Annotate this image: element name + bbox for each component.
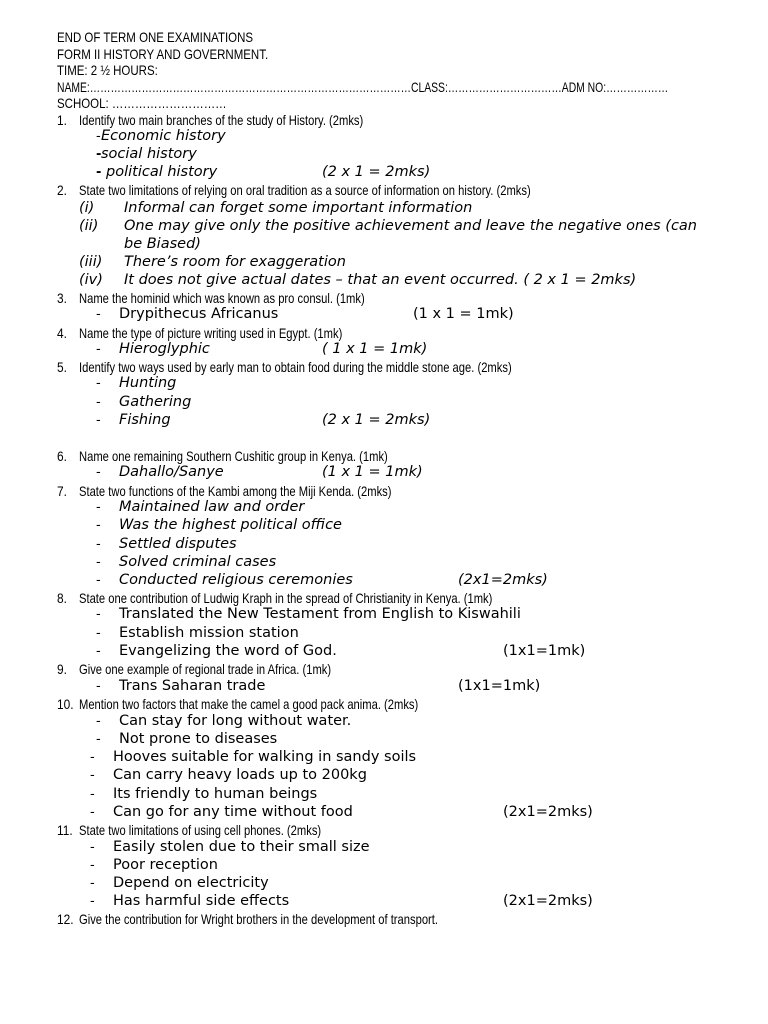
question-text: State one contribution of Ludwig Kraph in the spread of Christianity in Kenya. (1mk): [79, 590, 493, 606]
answer-text: Gathering: [119, 394, 192, 410]
question-number: 5.: [57, 359, 67, 375]
question-number: 7.: [57, 483, 67, 499]
answer-bullet: -: [96, 165, 102, 180]
answer-bullet: -: [96, 500, 101, 515]
answer-bullet: -: [96, 147, 102, 162]
answer-text: It does not give actual dates – that an event occurred. ( 2 x 1 = 2mks): [124, 272, 637, 288]
question-number: 11.: [57, 822, 73, 838]
question-number: 1.: [57, 112, 67, 128]
answer-bullet: -: [96, 537, 101, 552]
question-number: 2.: [57, 182, 67, 198]
answer-bullet: -: [90, 787, 95, 802]
answer-bullet: -: [96, 376, 101, 391]
answer-text: Not prone to diseases: [119, 731, 278, 747]
marks-allocation: ( 1 x 1 = 1mk): [322, 341, 428, 357]
answer-bullet: -: [96, 607, 101, 622]
marks-allocation: (2 x 1 = 2mks): [322, 164, 431, 180]
answer-text: Depend on electricity: [113, 875, 269, 891]
answer-bullet: -: [90, 858, 95, 873]
question-number: 10.: [57, 696, 74, 712]
answer-text: Establish mission station: [119, 625, 299, 641]
answer-text: Settled disputes: [119, 536, 237, 552]
answer-bullet: -: [96, 555, 101, 570]
answer-bullet: -: [90, 876, 95, 891]
question-text: State two functions of the Kambi among the Miji Kenda. (2mks): [79, 483, 392, 499]
answer-numeral: (iv): [79, 272, 103, 288]
answer-bullet: -: [96, 395, 101, 410]
answer-text: Easily stolen due to their small size: [113, 839, 370, 855]
question-text: State two limitations of relying on oral tradition as a source of information on history. (2mks): [79, 182, 531, 198]
answer-text: Can go for any time without food: [113, 804, 353, 820]
question-text: Mention two factors that make the camel a good pack anima. (2mks): [79, 696, 419, 712]
answer-text: Economic history: [101, 128, 226, 144]
question-text: Name one remaining Southern Cushitic group in Kenya. (1mk): [79, 448, 388, 464]
question-text: Identify two ways used by early man to obtain food during the middle stone age. (2mks): [79, 359, 512, 375]
answer-bullet: -: [96, 644, 101, 659]
marks-allocation: (2x1=2mks): [458, 572, 548, 588]
answer-bullet: -: [96, 129, 101, 144]
exam-title: END OF TERM ONE EXAMINATIONS: [57, 29, 254, 45]
question-number: 9.: [57, 661, 67, 677]
school-line: SCHOOL: …………………………: [57, 95, 227, 111]
answer-bullet: -: [90, 768, 95, 783]
answer-text: Translated the New Testament from English to Kiswahili: [119, 606, 521, 622]
answer-text: social history: [101, 146, 197, 162]
answer-text: Poor reception: [113, 857, 218, 873]
answer-bullet: -: [96, 732, 101, 747]
marks-allocation: (2x1=2mks): [503, 804, 593, 820]
marks-allocation: (2x1=2mks): [503, 893, 593, 909]
answer-bullet: -: [96, 342, 101, 357]
answer-text: Its friendly to human beings: [113, 786, 318, 802]
answer-bullet: -: [90, 894, 95, 909]
answer-text: Evangelizing the word of God.: [119, 643, 337, 659]
answer-text-continued: be Biased): [124, 236, 201, 252]
question-text: State two limitations of using cell phones. (2mks): [79, 822, 322, 838]
question-text: Give the contribution for Wright brothers in the development of transport.: [79, 911, 439, 927]
answer-text: Trans Saharan trade: [119, 678, 266, 694]
answer-text: Solved criminal cases: [119, 554, 277, 570]
question-text: Identify two main branches of the study of History. (2mks): [79, 112, 364, 128]
answer-text: Can stay for long without water.: [119, 713, 352, 729]
question-number: 3.: [57, 290, 67, 306]
question-number: 6.: [57, 448, 67, 464]
marks-allocation: (1x1=1mk): [458, 678, 541, 694]
answer-bullet: -: [90, 750, 95, 765]
question-text: Name the type of picture writing used in Egypt. (1mk): [79, 325, 343, 341]
answer-bullet: -: [96, 573, 101, 588]
answer-text: Maintained law and order: [119, 499, 305, 515]
answer-text: There’s room for exaggeration: [124, 254, 346, 270]
answer-text: Hieroglyphic: [119, 341, 210, 357]
exam-time: TIME: 2 ½ HOURS:: [57, 62, 158, 78]
answer-bullet: -: [96, 518, 101, 533]
exam-subject: FORM II HISTORY AND GOVERNMENT.: [57, 46, 269, 62]
answer-text: Drypithecus Africanus: [119, 306, 279, 322]
answer-bullet: -: [96, 465, 101, 480]
marks-allocation: (1 x 1 = 1mk): [413, 306, 514, 322]
answer-text: Hooves suitable for walking in sandy soils: [113, 749, 417, 765]
answer-bullet: -: [90, 805, 95, 820]
answer-text: Can carry heavy loads up to 200kg: [113, 767, 367, 783]
answer-bullet: -: [90, 840, 95, 855]
question-text: Give one example of regional trade in Africa. (1mk): [79, 661, 332, 677]
answer-text: Dahallo/Sanye: [119, 464, 224, 480]
answer-text: Hunting: [119, 375, 177, 391]
answer-bullet: -: [96, 413, 101, 428]
answer-text: Fishing: [119, 412, 171, 428]
answer-text: Has harmful side effects: [113, 893, 290, 909]
answer-text: Was the highest political office: [119, 517, 342, 533]
answer-numeral: (i): [79, 200, 95, 216]
answer-bullet: -: [96, 307, 101, 322]
marks-allocation: (2 x 1 = 2mks): [322, 412, 431, 428]
answer-bullet: -: [96, 626, 101, 641]
student-info-line: NAME:…………………………………………………………………………………CLASS:……………………………ADM NO:………………: [57, 79, 669, 95]
answer-bullet: -: [96, 714, 101, 729]
answer-text: political history: [106, 164, 218, 180]
answer-numeral: (iii): [79, 254, 103, 270]
answer-text: Conducted religious ceremonies: [119, 572, 353, 588]
answer-text: One may give only the positive achievement and leave the negative ones (can: [124, 218, 697, 234]
question-number: 12.: [57, 911, 74, 927]
marks-allocation: (1x1=1mk): [503, 643, 586, 659]
question-text: Name the hominid which was known as pro consul. (1mk): [79, 290, 365, 306]
answer-numeral: (ii): [79, 218, 99, 234]
marks-allocation: (1 x 1 = 1mk): [322, 464, 423, 480]
question-number: 8.: [57, 590, 67, 606]
answer-bullet: -: [96, 679, 101, 694]
answer-text: Informal can forget some important information: [124, 200, 473, 216]
question-number: 4.: [57, 325, 67, 341]
